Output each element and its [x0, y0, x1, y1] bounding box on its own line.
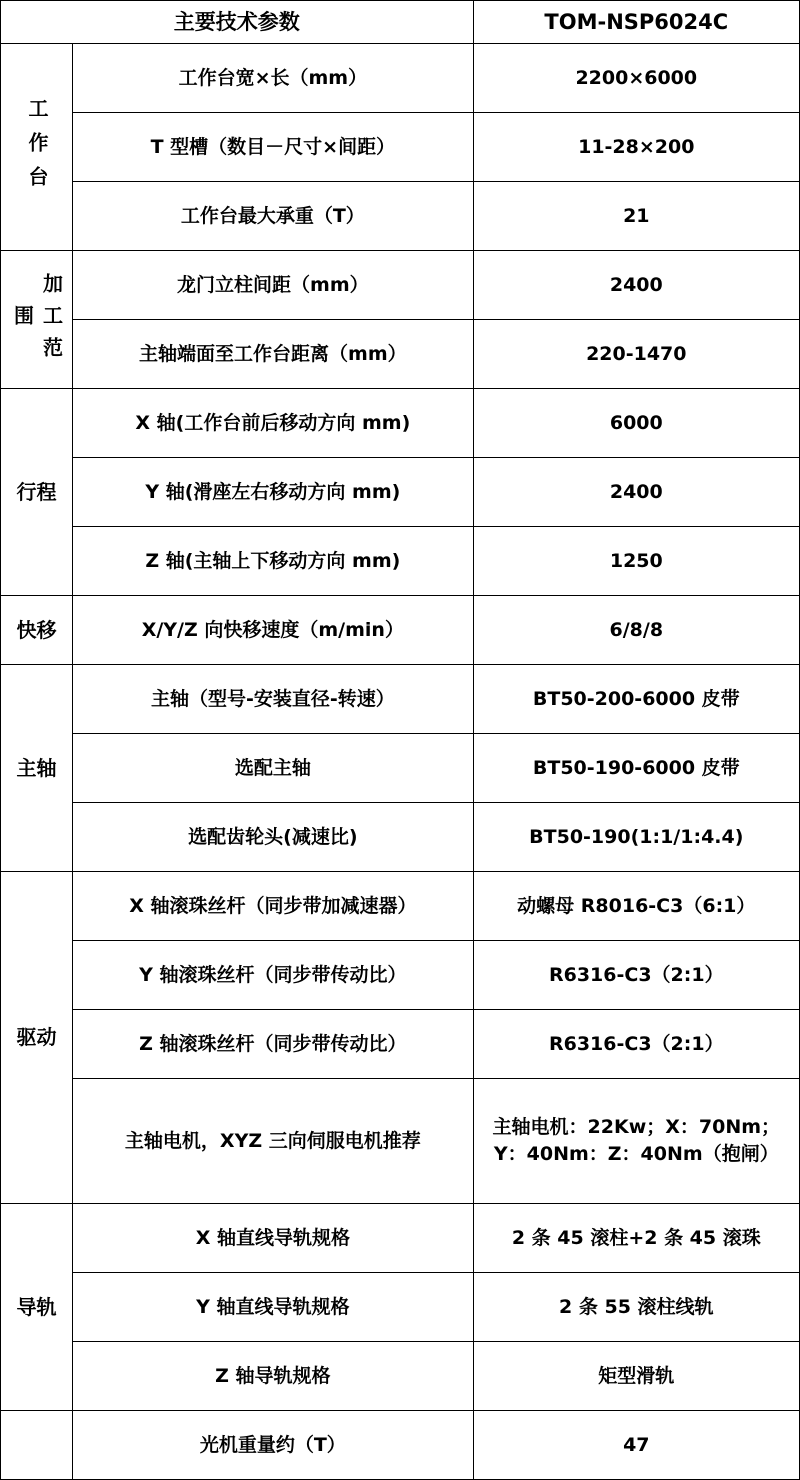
spec-value: 2400 [473, 251, 799, 320]
spec-item: 工作台宽×长（mm） [73, 44, 474, 113]
spec-item: Z 轴(主轴上下移动方向 mm) [73, 527, 474, 596]
spec-item: Y 轴滚珠丝杆（同步带传动比） [73, 941, 474, 1010]
spec-value: 2 条 45 滚柱+2 条 45 滚珠 [473, 1204, 799, 1273]
group-label-machining-range: 加工范围 [1, 251, 73, 389]
spec-item: Y 轴(滑座左右移动方向 mm) [73, 458, 474, 527]
spec-value: BT50-190(1:1/1:4.4) [473, 803, 799, 872]
table-row [1, 872, 800, 941]
group-label-spindle: 主轴 [1, 665, 73, 872]
header-title: 主要技术参数 [1, 1, 474, 44]
spec-value: BT50-200-6000 皮带 [473, 665, 799, 734]
spec-item: 主轴端面至工作台距离（mm） [73, 320, 474, 389]
group-label-drive: 驱动 [1, 872, 73, 1204]
spec-item: T 型槽（数目－尺寸×间距） [73, 113, 474, 182]
table-row [1, 1273, 800, 1342]
spec-value: 220-1470 [473, 320, 799, 389]
spec-value: 21 [473, 182, 799, 251]
table-row [1, 803, 800, 872]
spec-item: Z 轴导轨规格 [73, 1342, 474, 1411]
table-row [1, 596, 800, 665]
group-label-rapid-traverse: 快移 [1, 596, 73, 665]
spec-value: 2 条 55 滚柱线轨 [473, 1273, 799, 1342]
spec-item: 光机重量约（T） [73, 1411, 474, 1480]
group-label-worktable: 工作台 [1, 44, 73, 251]
table-row [1, 527, 800, 596]
table-row [1, 1204, 800, 1273]
group-label-guideway: 导轨 [1, 1204, 73, 1411]
table-row [1, 1411, 800, 1480]
spec-item: 选配齿轮头(减速比) [73, 803, 474, 872]
spec-value: R6316-C3（2:1） [473, 1010, 799, 1079]
spec-value: 1250 [473, 527, 799, 596]
table-row [1, 734, 800, 803]
spec-item: X 轴滚珠丝杆（同步带加减速器） [73, 872, 474, 941]
spec-item: Z 轴滚珠丝杆（同步带传动比） [73, 1010, 474, 1079]
table-row [1, 389, 800, 458]
spec-value: 47 [473, 1411, 799, 1480]
spec-value: 2200×6000 [473, 44, 799, 113]
table-row [1, 320, 800, 389]
spec-value: 11-28×200 [473, 113, 799, 182]
spec-value: 2400 [473, 458, 799, 527]
table-row [1, 1079, 800, 1204]
spec-item: 主轴（型号-安装直径-转速） [73, 665, 474, 734]
table-row [1, 941, 800, 1010]
table-row [1, 251, 800, 320]
table-row [1, 458, 800, 527]
spec-item: 主轴电机，XYZ 三向伺服电机推荐 [73, 1079, 474, 1204]
spec-item: 龙门立柱间距（mm） [73, 251, 474, 320]
spec-value: 6000 [473, 389, 799, 458]
table-row [1, 113, 800, 182]
table-row [1, 1342, 800, 1411]
spec-item: X 轴(工作台前后移动方向 mm) [73, 389, 474, 458]
group-label-empty [1, 1411, 73, 1480]
spec-item: X/Y/Z 向快移速度（m/min） [73, 596, 474, 665]
spec-value: 主轴电机：22Kw；X：70Nm；Y：40Nm：Z：40Nm（抱闸） [473, 1079, 799, 1204]
table-header-row [1, 1, 800, 44]
spec-value: 动螺母 R8016-C3（6:1） [473, 872, 799, 941]
spec-value: BT50-190-6000 皮带 [473, 734, 799, 803]
spec-item: X 轴直线导轨规格 [73, 1204, 474, 1273]
spec-item: 工作台最大承重（T） [73, 182, 474, 251]
spec-value: 矩型滑轨 [473, 1342, 799, 1411]
spec-item: 选配主轴 [73, 734, 474, 803]
table-row [1, 44, 800, 113]
spec-item: Y 轴直线导轨规格 [73, 1273, 474, 1342]
spec-value: 6/8/8 [473, 596, 799, 665]
table-row [1, 665, 800, 734]
spec-value: R6316-C3（2:1） [473, 941, 799, 1010]
table-row [1, 182, 800, 251]
table-row [1, 1010, 800, 1079]
header-model: TOM-NSP6024C [473, 1, 799, 44]
group-label-travel: 行程 [1, 389, 73, 596]
